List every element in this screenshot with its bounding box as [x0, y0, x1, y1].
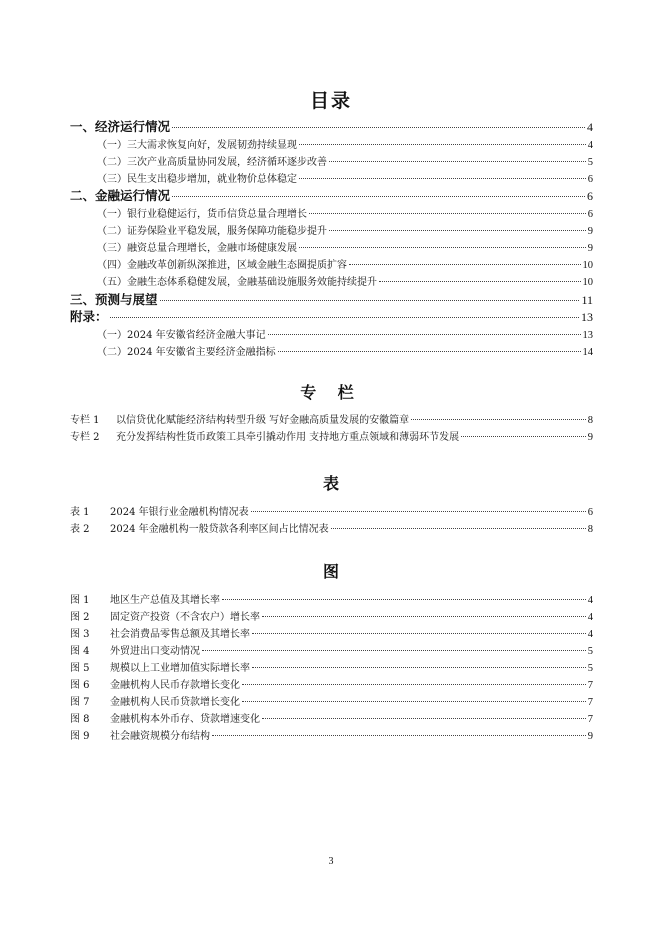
toc-entry-page: 6	[587, 174, 593, 185]
toc-entry[interactable]	[97, 222, 593, 237]
figure-entry[interactable]	[70, 591, 593, 606]
toc-entry-page: 9	[587, 243, 593, 254]
dot-leader	[172, 127, 585, 128]
figure-entry[interactable]	[70, 676, 593, 691]
toc-entry-page: 10	[582, 260, 593, 271]
dot-leader	[411, 419, 586, 420]
toc-entry[interactable]	[70, 307, 593, 325]
toc-entry-page: 4	[587, 120, 593, 134]
page-number: 3	[328, 856, 334, 867]
dot-leader	[299, 178, 586, 179]
toc-entry-label: （一）三大需求恢复向好，发展韧劲持续显现	[97, 140, 297, 151]
figure-page: 4	[587, 595, 593, 606]
toc-entry-label: （二）证券保险业平稳发展，服务保障功能稳步提升	[97, 226, 327, 237]
figure-entry[interactable]	[70, 608, 593, 623]
dot-leader	[252, 633, 586, 634]
table-label: 2024 年银行业金融机构情况表	[110, 507, 249, 518]
toc-entry-label: （三）民生支出稳步增加，就业物价总体稳定	[97, 174, 297, 185]
toc-entry[interactable]	[97, 170, 593, 185]
figure-label: 固定资产投资（不含农户）增长率	[110, 612, 260, 623]
figure-number: 图 9	[70, 731, 90, 742]
dot-leader	[172, 196, 585, 197]
toc-entry[interactable]	[70, 117, 593, 135]
dot-leader	[262, 718, 586, 719]
dot-leader	[299, 144, 586, 145]
figure-label: 社会融资规模分布结构	[110, 731, 210, 742]
figure-label: 社会消费品零售总额及其增长率	[110, 629, 250, 640]
figure-page: 7	[587, 714, 593, 725]
toc-entry-page: 14	[582, 347, 593, 358]
toc-entry-label: （四）金融改革创新纵深推进，区域金融生态圈提质扩容	[97, 260, 347, 271]
toc-entry[interactable]	[97, 136, 593, 151]
tables-title: 表	[322, 474, 339, 493]
dot-leader	[242, 701, 586, 702]
figure-entry[interactable]	[70, 710, 593, 725]
figure-number: 图 5	[70, 663, 90, 674]
dot-leader	[242, 684, 586, 685]
figure-entry[interactable]	[70, 693, 593, 708]
figure-page: 4	[587, 612, 593, 623]
toc-entry-label: （一）2024 年安徽省经济金融大事记	[97, 330, 266, 341]
toc-entry[interactable]	[97, 239, 593, 254]
table-entry[interactable]	[70, 503, 593, 518]
table-number: 表 1	[70, 507, 90, 518]
figure-page: 7	[587, 680, 593, 691]
column-number: 专栏 1	[70, 415, 100, 426]
table-label: 2024 年金融机构一般贷款各利率区间占比情况表	[110, 524, 329, 535]
column-entry[interactable]	[70, 428, 593, 443]
toc-entry[interactable]	[70, 290, 593, 308]
column-page: 9	[587, 432, 593, 443]
figure-number: 图 6	[70, 680, 90, 691]
figure-page: 4	[587, 629, 593, 640]
dot-leader	[278, 351, 581, 352]
dot-leader	[262, 616, 586, 617]
toc-entry-page: 4	[587, 140, 593, 151]
toc-entry[interactable]	[97, 273, 593, 288]
table-number: 表 2	[70, 524, 90, 535]
figure-entry[interactable]	[70, 659, 593, 674]
figure-label: 地区生产总值及其增长率	[110, 595, 220, 606]
table-entry[interactable]	[70, 520, 593, 535]
figure-page: 5	[587, 646, 593, 657]
figure-entry[interactable]	[70, 727, 593, 742]
toc-entry[interactable]	[97, 256, 593, 271]
dot-leader	[212, 735, 586, 736]
dot-leader	[251, 511, 586, 512]
figures-title: 图	[322, 562, 339, 581]
toc-entry[interactable]	[97, 153, 593, 168]
dot-leader	[349, 264, 581, 265]
figure-label: 金融机构本外币存、贷款增速变化	[110, 714, 260, 725]
dot-leader	[252, 667, 586, 668]
toc-entry-label: 一、经济运行情况	[70, 119, 171, 134]
dot-leader	[268, 334, 581, 335]
figure-number: 图 7	[70, 697, 90, 708]
toc-entry-page: 5	[587, 157, 593, 168]
column-page: 8	[587, 415, 593, 426]
figure-label: 规模以上工业增加值实际增长率	[110, 663, 250, 674]
figure-page: 9	[587, 731, 593, 742]
figure-number: 图 1	[70, 595, 90, 606]
column-label: 充分发挥结构性货币政策工具牵引撬动作用 支持地方重点领域和薄弱环节发展	[116, 432, 460, 443]
dot-leader	[299, 247, 586, 248]
table-page: 6	[587, 507, 593, 518]
dot-leader	[331, 528, 586, 529]
figure-label: 金融机构人民币贷款增长变化	[110, 697, 240, 708]
figure-number: 图 2	[70, 612, 90, 623]
figure-label: 金融机构人民币存款增长变化	[110, 680, 240, 691]
column-entry[interactable]	[70, 411, 593, 426]
toc-entry-label: （三）融资总量合理增长，金融市场健康发展	[97, 243, 297, 254]
figure-number: 图 8	[70, 714, 90, 725]
figure-page: 5	[587, 663, 593, 674]
toc-entry-page: 6	[587, 189, 593, 203]
toc-entry-page: 13	[581, 310, 593, 324]
column-label: 以信贷优化赋能经济结构转型升级 写好金融高质量发展的安徽篇章	[116, 415, 410, 426]
dot-leader	[461, 436, 586, 437]
toc-entry[interactable]	[97, 205, 593, 220]
figure-number: 图 3	[70, 629, 90, 640]
dot-leader	[110, 317, 579, 318]
toc-entry-label: （一）银行业稳健运行，货币信贷总量合理增长	[97, 209, 307, 220]
toc-entry[interactable]	[70, 186, 593, 204]
toc-title: 目录	[309, 90, 352, 112]
toc-entry-label: 附录：	[70, 309, 108, 324]
toc-entry-label: （二）2024 年安徽省主要经济金融指标	[97, 347, 276, 358]
toc-entry-page: 10	[582, 277, 593, 288]
toc-entry-page: 11	[581, 293, 593, 307]
toc-entry-page: 13	[582, 330, 593, 341]
toc-entry-page: 6	[587, 209, 593, 220]
figure-entry[interactable]	[70, 642, 593, 657]
figure-page: 7	[587, 697, 593, 708]
figure-entry[interactable]	[70, 625, 593, 640]
table-page: 8	[587, 524, 593, 535]
dot-leader	[202, 650, 586, 651]
column-number: 专栏 2	[70, 432, 100, 443]
dot-leader	[222, 599, 586, 600]
toc-entry-label: （五）金融生态体系稳健发展，金融基础设施服务效能持续提升	[97, 277, 377, 288]
toc-entry-label: 二、金融运行情况	[70, 188, 171, 203]
dot-leader	[379, 281, 581, 282]
toc-entry[interactable]	[97, 343, 593, 358]
toc-entry[interactable]	[97, 326, 593, 341]
dot-leader	[329, 161, 586, 162]
toc-entry-label: （二）三次产业高质量协同发展，经济循环逐步改善	[97, 157, 327, 168]
dot-leader	[160, 300, 580, 301]
figure-number: 图 4	[70, 646, 90, 657]
columns-title: 专 栏	[300, 383, 362, 402]
figure-label: 外贸进出口变动情况	[110, 646, 200, 657]
toc-entry-page: 9	[587, 226, 593, 237]
toc-entry-label: 三、预测与展望	[70, 292, 158, 307]
dot-leader	[309, 213, 586, 214]
dot-leader	[329, 230, 586, 231]
